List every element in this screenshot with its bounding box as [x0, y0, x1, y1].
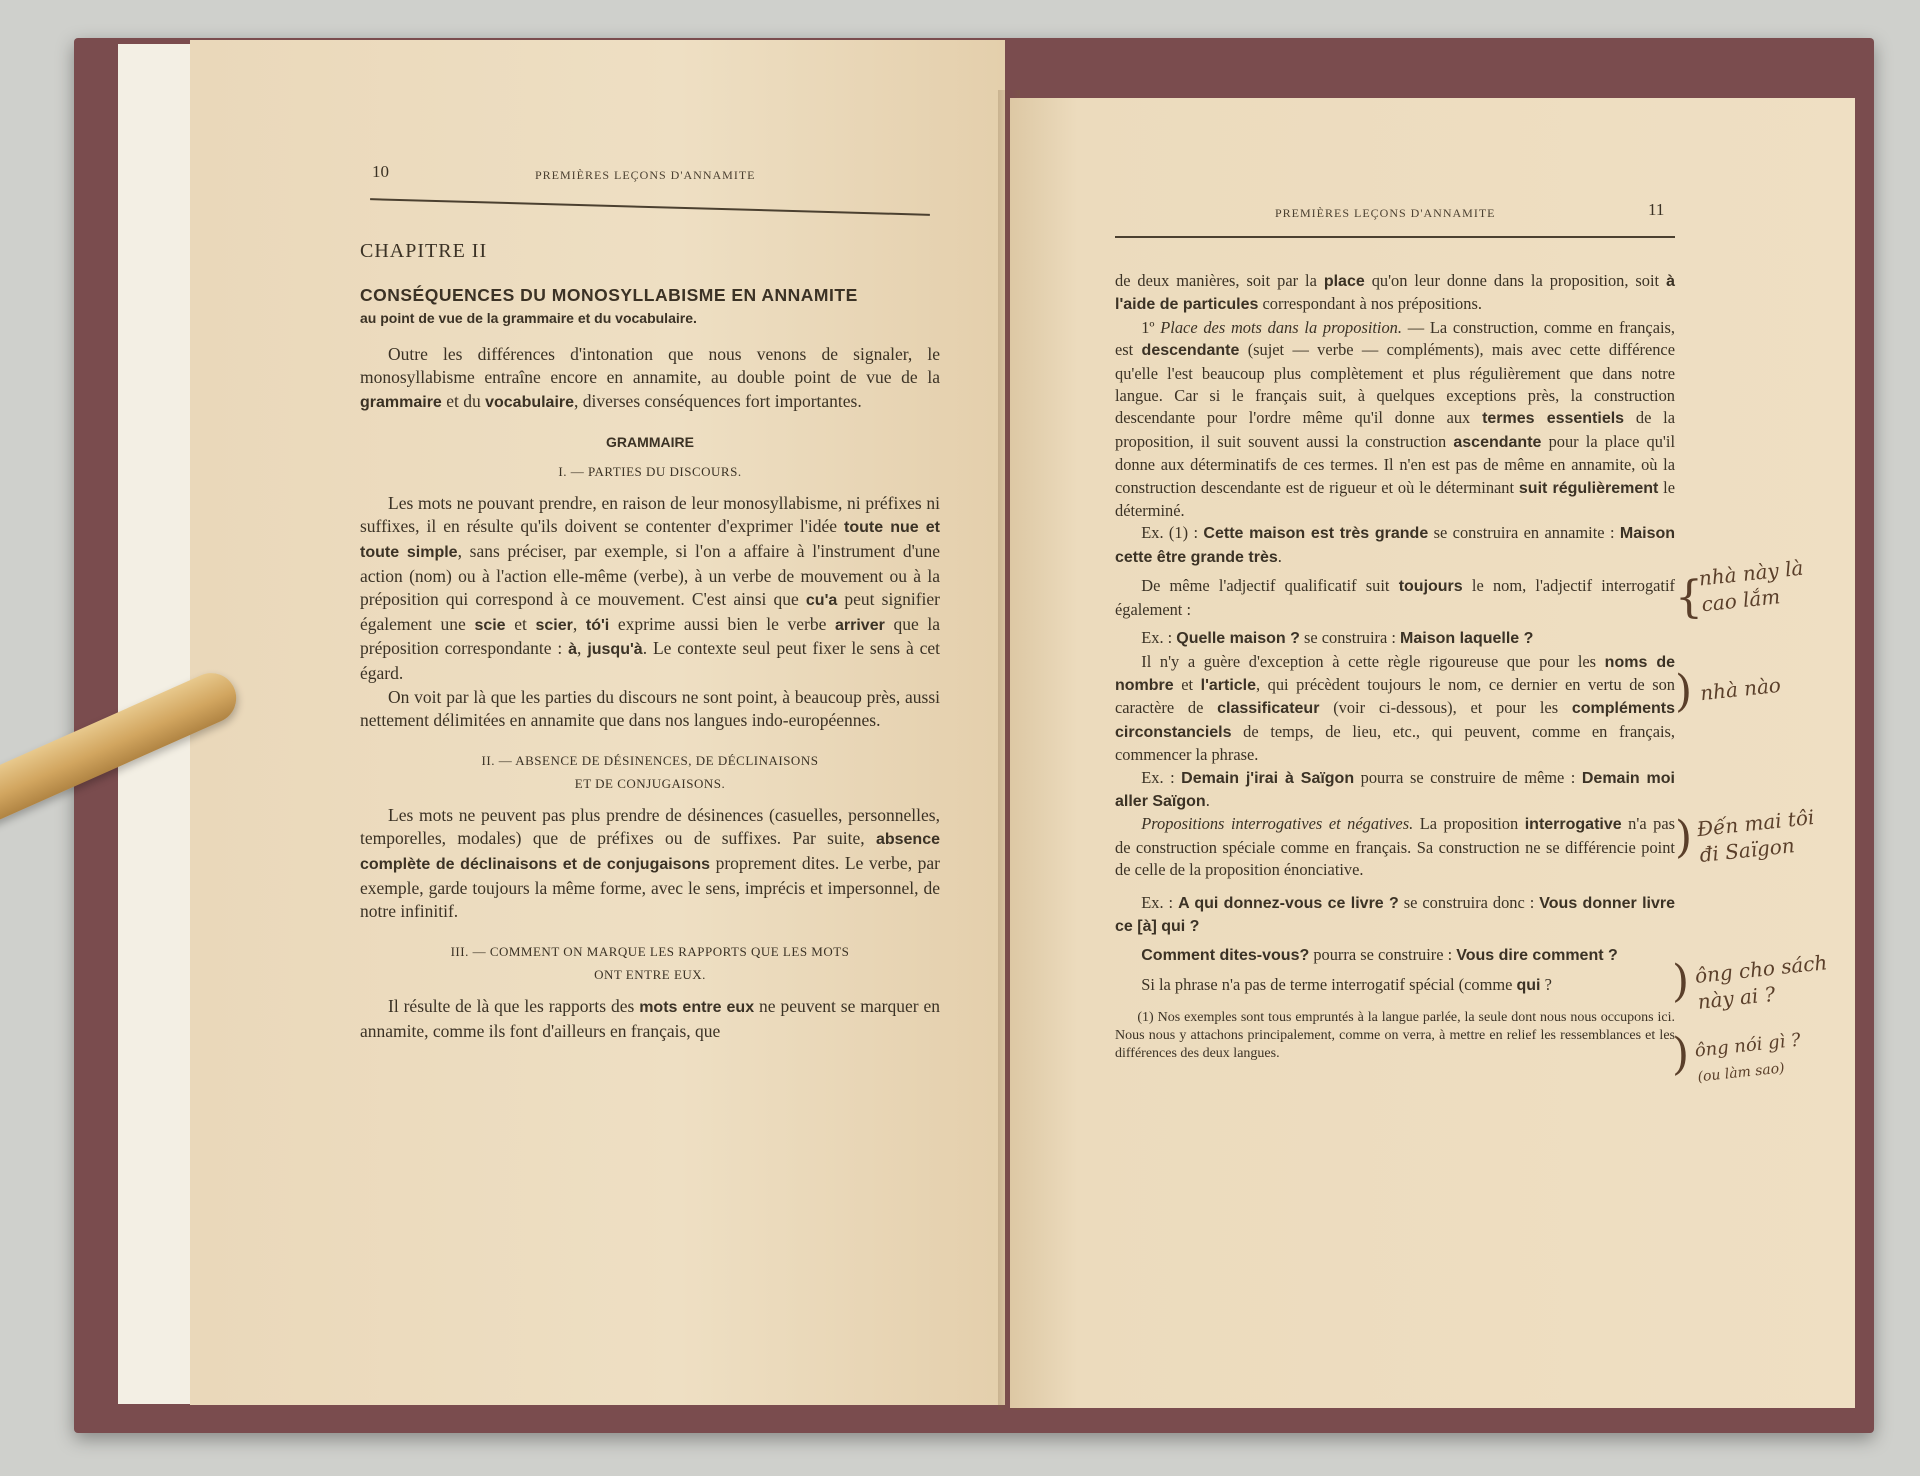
- left-header-rule: [370, 198, 930, 215]
- section-2-heading: II. — ABSENCE DE DÉSINENCES, DE DÉCLINAISONS: [481, 752, 819, 768]
- left-page: [190, 40, 1005, 1405]
- example-2: Ex. : Quelle maison ? se construira : Maison laquelle ?: [1141, 628, 1534, 648]
- right-paragraph-5: Propositions interrogatives et négatives. La proposition interrogative n'a pas de construction spéciale comme en français. Sa construction ne se différencie point de celle de la proposition énonciative.: [1115, 814, 1675, 880]
- right-header-rule: [1115, 236, 1675, 238]
- example-3: Ex. : Demain j'irai à Saïgon pourra se construire de même : Demain moi aller Saïgon.: [1115, 767, 1675, 810]
- section-3-heading-cont: ONT ENTRE EUX.: [594, 967, 706, 983]
- section-2-paragraph: Les mots ne peuvent pas plus prendre de désinences (casuelles, personnelles, temporelles, modales) que de préfixes ou de suffixes. Par suite, absence complète de déclinaisons et de conjugaisons proprement dites. Le verbe, par exemple, garde toujours la même forme, avec le sens, imprécis et impersonnel, de notre infinitif.: [360, 804, 940, 922]
- right-running-head: PREMIÈRES LEÇONS D'ANNAMITE: [1275, 206, 1496, 220]
- right-paragraph-4: Il n'y a guère d'exception à cette règle rigoureuse que pour les noms de nombre et l'article, qui précèdent toujours le nom, ce dernier en vertu de son caractère de classificateur (voir ci-dessous), et pour les compléments circonstanciels de temps, de lieu, etc., qui peuvent, comme en français, commencer la phrase.: [1115, 651, 1675, 765]
- brace-note-4: ): [1672, 956, 1690, 1007]
- handwritten-note-4: ông cho sách này ai ?: [1693, 950, 1829, 1014]
- example-1: Ex. (1) : Cette maison est très grande se construira en annamite : Maison cette être grande très.: [1115, 523, 1676, 566]
- handwritten-note-5: ông nói gì ? (ou làm sao): [1693, 1029, 1802, 1086]
- example-5: Comment dites-vous? pourra se construire : Vous dire comment ?: [1141, 945, 1618, 965]
- chapter-title: CONSÉQUENCES DU MONOSYLLABISME EN ANNAMITE: [360, 284, 858, 305]
- left-running-head: PREMIÈRES LEÇONS D'ANNAMITE: [535, 168, 756, 182]
- right-paragraph-3: De même l'adjectif qualificatif suit toujours le nom, l'adjectif interrogatif également :: [1115, 576, 1675, 619]
- handwritten-note-1: nhà này là cao lắm: [1697, 555, 1805, 617]
- example-4: Ex. : A qui donnez-vous ce livre ? se construira donc : Vous donner livre ce [à] qui ?: [1115, 892, 1676, 935]
- brace-note-3: ): [1675, 812, 1693, 863]
- right-paragraph-2: 1º Place des mots dans la proposition. — La construction, comme en français, est descendante (sujet — verbe — compléments), mais avec cette différence qu'elle l'est beaucoup plus complètement et plus régulièrement que dans notre langue. Car si le français suit, à quelques exceptions près, la construction descendante pour l'ordre même qu'il donne aux termes essentiels de la proposition, il suit souvent aussi la construction ascendante pour la place qu'il donne aux déterminatifs de ces termes. Il n'en est pas de même en annamite, où la construction descendante est de rigueur et où le déterminant suit régulièrement le déterminé.: [1115, 317, 1675, 521]
- chapter-heading: CHAPITRE II: [360, 240, 488, 262]
- section-1-heading: I. — PARTIES DU DISCOURS.: [558, 464, 742, 480]
- intro-paragraph: Outre les différences d'intonation que nous venons de signaler, le monosyllabisme entraîne encore en annamite, au double point de vue de la grammaire et du vocabulaire, diverses conséquences fort importantes.: [360, 343, 940, 411]
- brace-note-5: ): [1672, 1029, 1690, 1080]
- handwritten-note-2: nhà nào: [1698, 672, 1782, 706]
- handwritten-note-3: Đến mai tôi đi Saïgon: [1695, 804, 1816, 868]
- right-page: [1010, 98, 1855, 1408]
- section-2-heading-cont: ET DE CONJUGAISONS.: [574, 776, 726, 792]
- section-1-paragraph: Les mots ne pouvant prendre, en raison de leur monosyllabisme, ni préfixes ni suffixes, il en résulte qu'ils doivent se contenter d'exprimer l'idée toute nue et toute simple, sans préciser, par exemple, si l'on a affaire à l'instrument d'une action (nom) ou à l'action elle-même (verbe), à un verbe de mouvement ou à la préposition qui correspond à ce mouvement. C'est ainsi que cu'a peut signifier également une scie et scier, tó'i exprime aussi bien le verbe arriver que la préposition correspondante : à, jusqu'à. Le contexte seul peut fixer le sens à cet égard.: [360, 492, 941, 683]
- left-body: [360, 240, 940, 1043]
- section-1-paragraph-2: On voit par là que les parties du discours ne sont point, à beaucoup près, aussi nettement délimitées en annamite que dans nos langues indo-européennes.: [360, 686, 940, 731]
- section-3-paragraph: Il résulte de là que les rapports des mots entre eux ne peuvent se marquer en annamite, comme ils font d'ailleurs en français, que: [360, 996, 941, 1041]
- right-paragraph-1: de deux manières, soit par la place qu'on leur donne dans la proposition, soit à l'aide de particules correspondant à nos prépositions.: [1115, 271, 1675, 314]
- brace-note-1: {: [1675, 572, 1703, 623]
- chapter-subtitle: au point de vue de la grammaire et du vocabulaire.: [360, 310, 697, 327]
- left-page-number: 10: [372, 162, 389, 181]
- right-body: [1115, 270, 1675, 1063]
- grammaire-heading: GRAMMAIRE: [606, 433, 694, 450]
- footnote: (1) Nos exemples sont tous empruntés à la langue parlée, la seule dont nous nous occupons ici. Nous nous y attachons principalement, comme on verra, à mettre en relief les ressemblances et les différences des deux langues.: [1115, 1010, 1675, 1062]
- section-3-heading: III. — COMMENT ON MARQUE LES RAPPORTS QUE LES MOTS: [450, 943, 850, 959]
- right-page-number: 11: [1648, 200, 1665, 219]
- right-paragraph-6: Si la phrase n'a pas de terme interrogatif spécial (comme qui ?: [1141, 974, 1552, 994]
- brace-note-2: ): [1675, 666, 1693, 717]
